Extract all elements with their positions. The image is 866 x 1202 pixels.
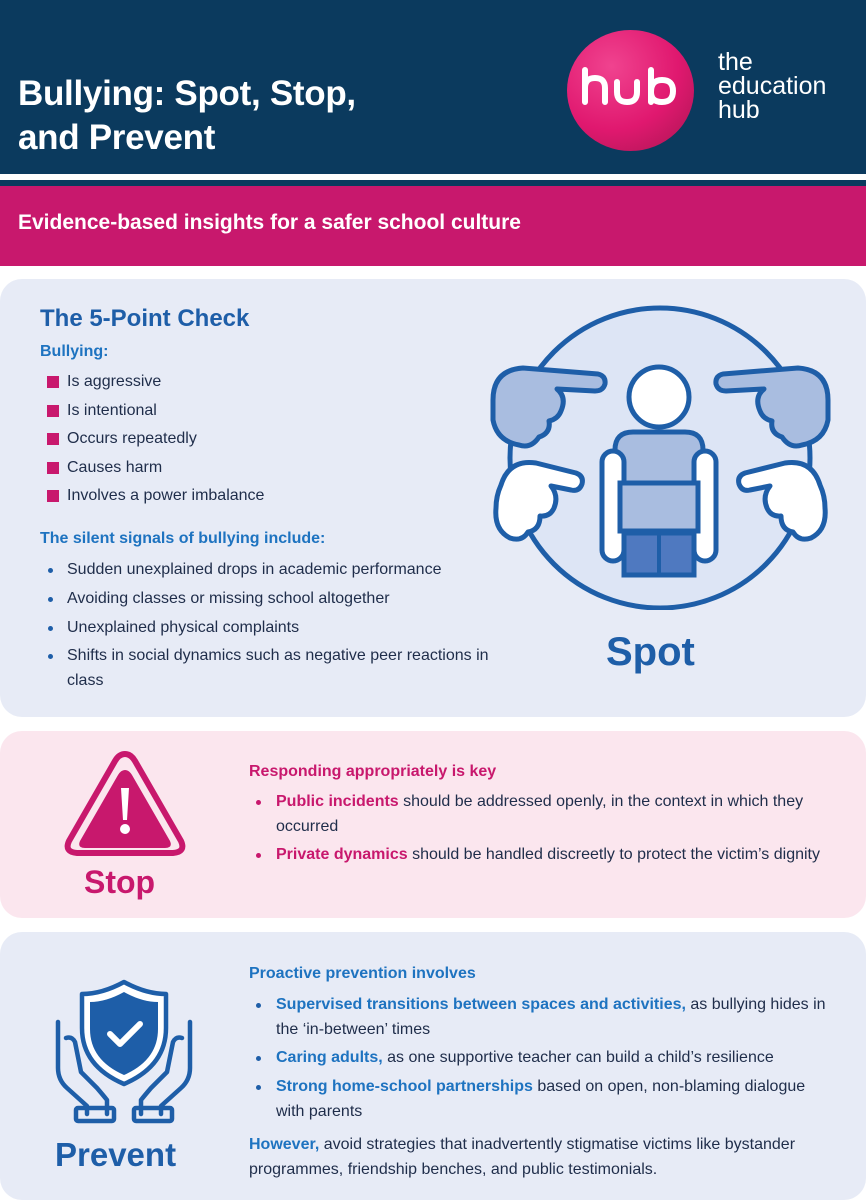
- prevent-item-text: as bullying hides in the ‘in-between’ times: [276, 996, 826, 1038]
- spot-heading: The 5-Point Check: [40, 305, 250, 332]
- stop-label: Stop: [84, 864, 156, 900]
- stop-list: [256, 790, 826, 872]
- stop-item-text: should be addressed openly, in the context in which they occurred: [276, 793, 804, 835]
- signals-heading: The silent signals of bullying include:: [40, 530, 326, 547]
- brand-line-3: hub: [718, 96, 760, 124]
- hub-logo-icon: [567, 30, 694, 151]
- list-item: [256, 993, 826, 1042]
- brand-name: [718, 50, 826, 122]
- title-line-2: and Prevent: [18, 118, 216, 157]
- list-item: Sudden unexplained drops in academic performance: [48, 558, 508, 583]
- prevent-item-text: as one supportive teacher can build a child’s resilience: [382, 1049, 774, 1067]
- page-title: [18, 72, 356, 160]
- subtitle: Evidence-based insights for a safer school culture: [18, 211, 521, 234]
- closing-note: [249, 1133, 839, 1182]
- list-item: Involves a power imbalance: [47, 484, 264, 513]
- prevent-item-keyword: Strong home-school partnerships: [276, 1078, 533, 1096]
- stop-item-keyword: Public incidents: [276, 793, 399, 810]
- list-item: [256, 1075, 826, 1124]
- criteria-list: [47, 370, 264, 513]
- signals-list: [48, 558, 508, 698]
- list-item: Causes harm: [47, 456, 264, 485]
- shield-hands-icon: [50, 978, 198, 1124]
- list-item: [256, 790, 826, 839]
- title-line-1: Bullying: Spot, Stop,: [18, 74, 356, 113]
- brand-line-2: education: [718, 72, 827, 100]
- list-item: Avoiding classes or missing school altogether: [48, 587, 508, 612]
- list-item: [256, 843, 826, 868]
- pointing-at-person-icon: [483, 305, 838, 610]
- list-item: Occurs repeatedly: [47, 427, 264, 456]
- brand-line-1: the: [718, 48, 753, 76]
- list-item: Unexplained physical complaints: [48, 616, 508, 641]
- stop-item-text: should be handled discreetly to protect the victim’s dignity: [407, 846, 820, 864]
- prevent-heading: Proactive prevention involves: [249, 965, 476, 982]
- bullying-label: Bullying:: [40, 343, 109, 360]
- prevent-item-keyword: Supervised transitions between spaces and activities,: [276, 996, 686, 1013]
- warning-icon: [62, 748, 188, 858]
- subtitle-banner: [0, 186, 866, 266]
- prevent-label: Prevent: [55, 1136, 177, 1173]
- closing-keyword: However,: [249, 1136, 320, 1153]
- closing-text: avoid strategies that inadvertently stigmatise victims like bystander programmes, friendship benches, and public testimonials.: [249, 1136, 796, 1178]
- prevent-item-keyword: Caring adults,: [276, 1049, 383, 1067]
- stop-heading: Responding appropriately is key: [249, 763, 497, 780]
- spot-label: Spot: [606, 630, 695, 674]
- stop-item-keyword: Private dynamics: [276, 846, 408, 864]
- list-item: [256, 1046, 826, 1071]
- prevent-list: [256, 993, 826, 1128]
- list-item: Is intentional: [47, 399, 264, 428]
- list-item: Is aggressive: [47, 370, 264, 399]
- prevent-item-text: based on open, non-blaming dialogue with parents: [276, 1078, 806, 1120]
- header: [0, 0, 866, 174]
- list-item: Shifts in social dynamics such as negative peer reactions in class: [48, 644, 508, 693]
